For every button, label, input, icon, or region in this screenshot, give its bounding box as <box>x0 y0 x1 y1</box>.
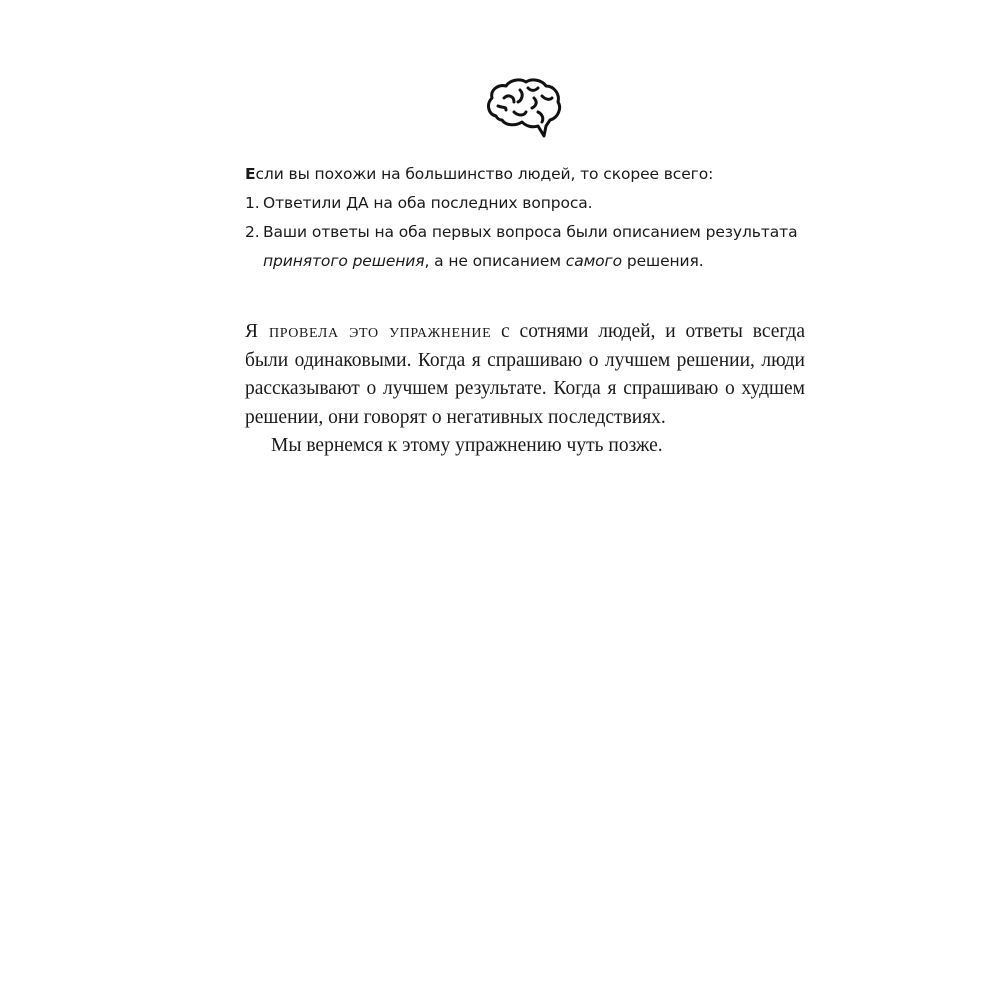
list-number: 1. <box>245 194 260 212</box>
intro-line <box>245 160 805 189</box>
lead-letter: Е <box>245 165 256 183</box>
emphasis: принятого решения <box>263 252 425 270</box>
list-text <box>263 189 805 218</box>
list-text-part: Ответили ДА на оба последних вопроса. <box>263 194 593 212</box>
brain-icon <box>484 76 564 140</box>
list-text-part: Ваши ответы на оба первых вопроса были описанием результата <box>263 223 798 241</box>
intro-text: сли вы похожи на большинство людей, то скорее всего: <box>255 165 714 183</box>
emphasis: самого <box>565 252 622 270</box>
paragraph: Мы вернемся к этому упражнению чуть позже. <box>271 435 663 456</box>
intro-block <box>245 160 805 276</box>
paragraph-text: с сотнями людей, и ответы всегда были одинаковыми. Когда я спрашиваю о лучшем решении, люди рассказывают о лучшем результате. Когда я спрашиваю о худшем решении, они говорят о негативных последствиях. <box>245 321 805 428</box>
list-number: 2. <box>245 223 260 241</box>
list-text-part: , а не описанием <box>424 252 566 270</box>
paragraph <box>245 318 805 432</box>
list-text-part: решения. <box>622 252 704 270</box>
smallcaps-lead: Я провела это упражнение <box>245 321 492 342</box>
list-text <box>263 218 805 276</box>
list-item <box>245 189 805 218</box>
list-item <box>245 218 805 276</box>
body-text <box>245 318 805 461</box>
